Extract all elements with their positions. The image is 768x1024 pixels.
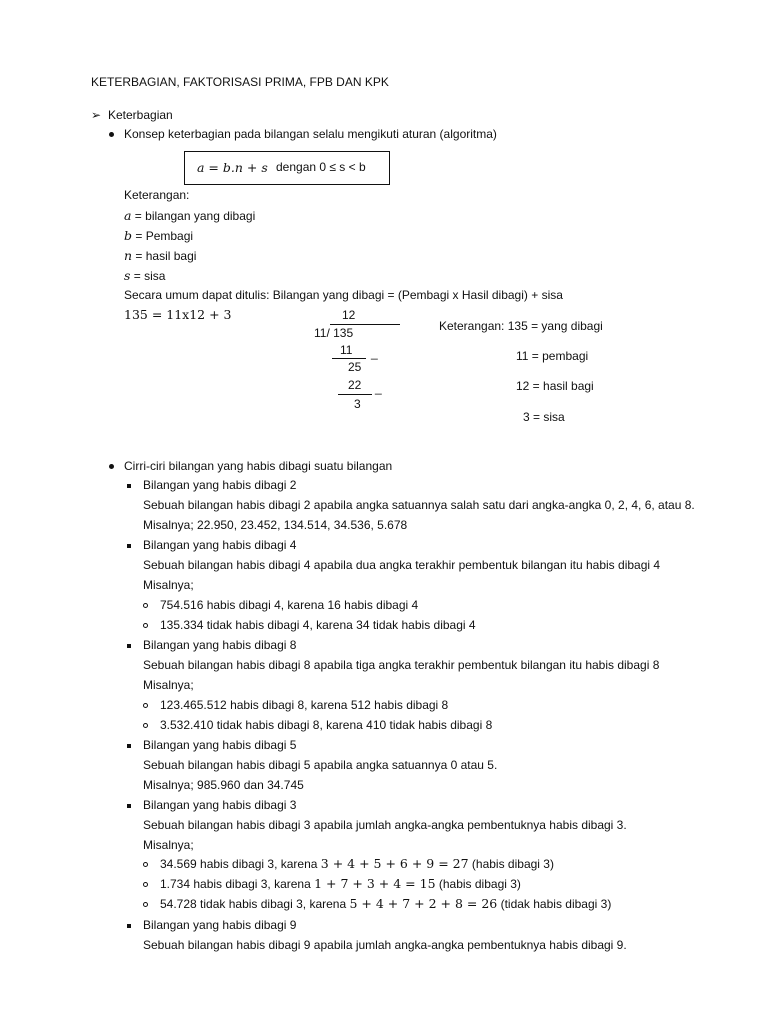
square-bullet-icon xyxy=(127,644,131,648)
div8-title: Bilangan yang habis dibagi 8 xyxy=(143,638,297,652)
div2-example: Misalnya; 22.950, 23.452, 134.514, 34.536, 5.678 xyxy=(143,518,408,532)
def-symbol: n xyxy=(124,248,133,263)
div8-example: 3.532.410 tidak habis dibagi 8, karena 410 tidak habis dibagi 8 xyxy=(160,718,493,732)
bullet-dot-icon xyxy=(109,464,114,469)
div2-desc: Sebuah bilangan habis dibagi 2 apabila angka satuannya salah satu dari angka-angka 0, 2, 4, 6, atau 8. xyxy=(143,498,695,512)
circle-bullet-icon xyxy=(143,623,148,628)
example-prefix: 54.728 tidak habis dibagi 3, karena xyxy=(160,897,350,911)
division-note: Keterangan: 135 = yang dibagi xyxy=(439,319,603,333)
arrow-bullet-icon: ➢ xyxy=(91,108,102,122)
div2-title: Bilangan yang habis dibagi 2 xyxy=(143,478,297,492)
square-bullet-icon xyxy=(127,484,131,488)
square-bullet-icon xyxy=(127,804,131,808)
keterangan-label: Keterangan: xyxy=(124,188,190,202)
div3-desc: Sebuah bilangan habis dibagi 3 apabila jumlah angka-angka pembentuknya habis dibagi 3. xyxy=(143,818,627,832)
division-rem1: 25 xyxy=(348,360,362,374)
division-divisor-dividend: 11/ 135 xyxy=(314,326,354,340)
div3-example xyxy=(160,896,611,912)
div4-desc: Sebuah bilangan habis dibagi 4 apabila dua angka terakhir pembentuk bilangan itu habis dibagi 4 xyxy=(143,558,661,572)
def-symbol: a xyxy=(124,208,132,223)
div8-desc: Sebuah bilangan habis dibagi 8 apabila tiga angka terakhir pembentuk bilangan itu habis dibagi 8 xyxy=(143,658,660,672)
circle-bullet-icon xyxy=(143,603,148,608)
div9-desc: Sebuah bilangan habis dibagi 9 apabila jumlah angka-angka pembentuknya habis dibagi 9. xyxy=(143,938,627,952)
bullet-dot-icon xyxy=(109,132,114,137)
div4-example-label: Misalnya; xyxy=(143,578,194,592)
general-form: Secara umum dapat ditulis: Bilangan yang dibagi = (Pembagi x Hasil dibagi) + sisa xyxy=(124,288,563,302)
square-bullet-icon xyxy=(127,544,131,548)
circle-bullet-icon xyxy=(143,902,148,907)
div8-example: 123.465.512 habis dibagi 8, karena 512 habis dibagi 8 xyxy=(160,698,449,712)
formula-condition: dengan 0 ≤ s < b xyxy=(276,160,366,174)
division-line xyxy=(332,358,366,359)
example-prefix: 34.569 habis dibagi 3, karena xyxy=(160,857,321,871)
minus-sign: _ xyxy=(371,346,378,360)
div4-example: 754.516 habis dibagi 4, karena 16 habis dibagi 4 xyxy=(160,598,419,612)
div3-example xyxy=(160,876,521,892)
def-n xyxy=(124,248,196,264)
def-b xyxy=(124,228,193,244)
division-rem2: 3 xyxy=(354,397,361,411)
def-text: = hasil bagi xyxy=(135,249,197,263)
concept-intro: Konsep keterbagian pada bilangan selalu mengikuti aturan (algoritma) xyxy=(124,127,497,141)
division-bar xyxy=(330,324,400,325)
div4-title: Bilangan yang habis dibagi 4 xyxy=(143,538,297,552)
division-quotient: 12 xyxy=(342,308,356,322)
circle-bullet-icon xyxy=(143,882,148,887)
example-suffix: (habis dibagi 3) xyxy=(468,857,554,871)
example-suffix: (tidak habis dibagi 3) xyxy=(497,897,612,911)
example-equation: 5 + 4 + 7 + 2 + 8 = 26 xyxy=(349,896,498,911)
div3-example xyxy=(160,856,554,872)
def-text: = Pembagi xyxy=(135,229,194,243)
square-bullet-icon xyxy=(127,744,131,748)
division-step2: 22 xyxy=(348,378,362,392)
ciri-heading: Cirri-ciri bilangan yang habis dibagi suatu bilangan xyxy=(124,459,393,473)
def-symbol: s xyxy=(124,268,131,283)
circle-bullet-icon xyxy=(143,703,148,708)
example-prefix: 1.734 habis dibagi 3, karena xyxy=(160,877,315,891)
div4-example: 135.334 tidak habis dibagi 4, karena 34 tidak habis dibagi 4 xyxy=(160,618,476,632)
division-note: 11 = pembagi xyxy=(516,349,589,363)
div3-title: Bilangan yang habis dibagi 3 xyxy=(143,798,297,812)
example-equation: 135 = 11x12 + 3 xyxy=(124,307,232,322)
example-equation: 3 + 4 + 5 + 6 + 9 = 27 xyxy=(320,856,469,871)
div3-example-label: Misalnya; xyxy=(143,838,194,852)
division-note: 12 = hasil bagi xyxy=(516,379,594,393)
def-text: = bilangan yang dibagi xyxy=(134,209,256,223)
division-line xyxy=(338,394,372,395)
circle-bullet-icon xyxy=(143,862,148,867)
example-equation: 1 + 7 + 3 + 4 = 15 xyxy=(314,876,436,891)
circle-bullet-icon xyxy=(143,723,148,728)
division-note: 3 = sisa xyxy=(523,410,565,424)
division-step1: 11 xyxy=(340,343,353,357)
div8-example-label: Misalnya; xyxy=(143,678,194,692)
div5-desc: Sebuah bilangan habis dibagi 5 apabila angka satuannya 0 atau 5. xyxy=(143,758,498,772)
minus-sign: _ xyxy=(375,381,382,395)
div9-title: Bilangan yang habis dibagi 9 xyxy=(143,918,297,932)
page-title: KETERBAGIAN, FAKTORISASI PRIMA, FPB DAN KPK xyxy=(91,75,389,89)
square-bullet-icon xyxy=(127,924,131,928)
div5-example: Misalnya; 985.960 dan 34.745 xyxy=(143,778,304,792)
def-a xyxy=(124,208,255,224)
def-text: = sisa xyxy=(133,269,166,283)
def-symbol: b xyxy=(124,228,133,243)
example-suffix: (habis dibagi 3) xyxy=(435,877,521,891)
formula-main: a = b.n + s xyxy=(197,160,268,175)
def-s xyxy=(124,268,165,284)
div5-title: Bilangan yang habis dibagi 5 xyxy=(143,738,297,752)
section-heading: Keterbagian xyxy=(108,108,173,122)
